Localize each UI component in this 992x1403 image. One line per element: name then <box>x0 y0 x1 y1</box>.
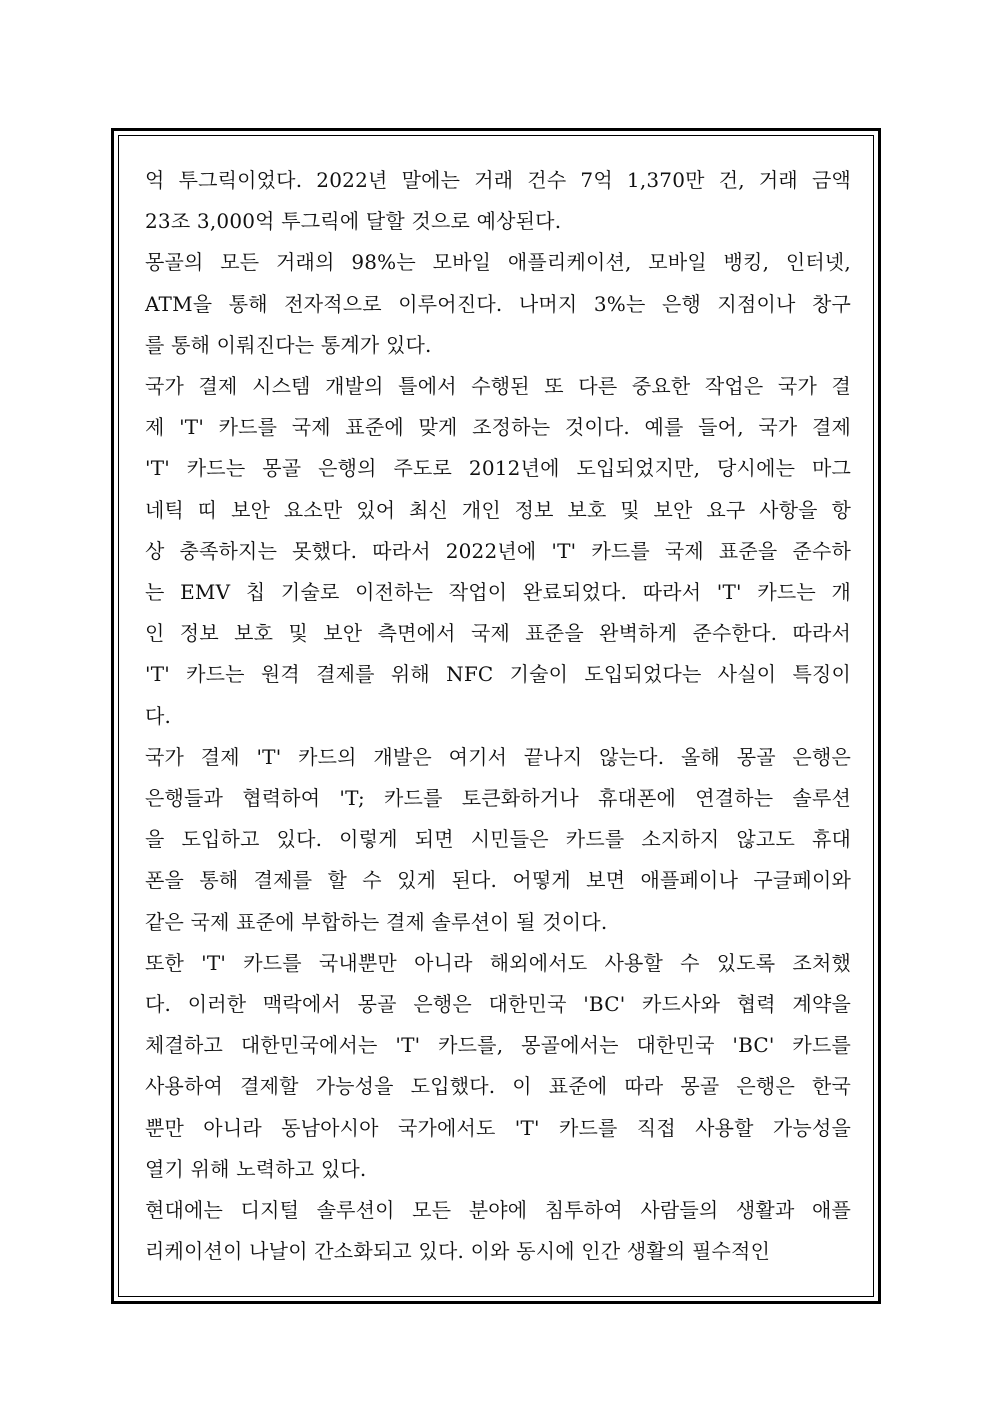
text-line: ATM을 통해 전자적으로 이루어진다. 나머지 3%는 은행 지점이나 창구 <box>145 291 851 316</box>
text-line: 상 충족하지는 못했다. 따라서 2022년에 'T' 카드를 국제 표준을 준수하 <box>145 538 851 563</box>
text-line: 몽골의 모든 거래의 98%는 모바일 애플리케이션, 모바일 뱅킹, 인터넷, <box>145 250 851 275</box>
text-line: 'T' 카드는 원격 결제를 위해 NFC 기술이 도입되었다는 사실이 특징이 <box>145 662 851 687</box>
paragraph <box>145 737 851 943</box>
text-line: 는 EMV 칩 기술로 이전하는 작업이 완료되었다. 따라서 'T' 카드는 개 <box>145 580 851 605</box>
text-line: 리케이션이 나날이 간소화되고 있다. 이와 동시에 인간 생활의 필수적인 <box>145 1239 771 1264</box>
text-line: 을 도입하고 있다. 이렇게 되면 시민들은 카드를 소지하지 않고도 휴대 <box>145 827 851 852</box>
text-line: 폰을 통해 결제를 할 수 있게 된다. 어떻게 보면 애플페이나 구글페이와 <box>145 868 851 893</box>
paragraph <box>145 160 851 242</box>
document-body <box>145 160 851 1272</box>
paragraph <box>145 943 851 1190</box>
paragraph <box>145 366 851 737</box>
text-line: 열기 위해 노력하고 있다. <box>145 1156 367 1181</box>
text-line: 국가 결제 'T' 카드의 개발은 여기서 끝나지 않는다. 올해 몽골 은행은 <box>145 744 851 769</box>
text-line: 인 정보 보호 및 보안 측면에서 국제 표준을 완벽하게 준수한다. 따라서 <box>145 621 851 646</box>
paragraph <box>145 242 851 366</box>
text-line: 뿐만 아니라 동남아시아 국가에서도 'T' 카드를 직접 사용할 가능성을 <box>145 1115 851 1140</box>
text-line: 제 'T' 카드를 국제 표준에 맞게 조정하는 것이다. 예를 들어, 국가 결제 <box>145 415 851 440</box>
text-line: 23조 3,000억 투그릭에 달할 것으로 예상된다. <box>145 209 562 234</box>
text-line: 다. <box>145 703 172 728</box>
text-line: 를 통해 이뤄진다는 통계가 있다. <box>145 332 432 357</box>
text-line: 같은 국제 표준에 부합하는 결제 솔루션이 될 것이다. <box>145 909 608 934</box>
text-line: 체결하고 대한민국에서는 'T' 카드를, 몽골에서는 대한민국 'BC' 카드를 <box>145 1033 851 1058</box>
text-line: 억 투그릭이었다. 2022년 말에는 거래 건수 7억 1,370만 건, 거래 금액 <box>145 168 851 192</box>
text-line: 사용하여 결제할 가능성을 도입했다. 이 표준에 따라 몽골 은행은 한국 <box>145 1074 851 1099</box>
text-line: 'T' 카드는 몽골 은행의 주도로 2012년에 도입되었지만, 당시에는 마그 <box>145 456 851 481</box>
text-line: 또한 'T' 카드를 국내뿐만 아니라 해외에서도 사용할 수 있도록 조처했 <box>145 950 851 975</box>
paragraph <box>145 1190 851 1272</box>
text-line: 현대에는 디지털 솔루션이 모든 분야에 침투하여 사람들의 생활과 애플 <box>145 1198 851 1223</box>
text-line: 국가 결제 시스템 개발의 틀에서 수행된 또 다른 중요한 작업은 국가 결 <box>145 374 851 399</box>
text-line: 다. 이러한 맥락에서 몽골 은행은 대한민국 'BC' 카드사와 협력 계약을 <box>145 992 851 1017</box>
text-line: 은행들과 협력하여 'T; 카드를 토큰화하거나 휴대폰에 연결하는 솔루션 <box>145 786 851 811</box>
text-line: 네틱 띠 보안 요소만 있어 최신 개인 정보 보호 및 보안 요구 사항을 항 <box>145 497 851 522</box>
